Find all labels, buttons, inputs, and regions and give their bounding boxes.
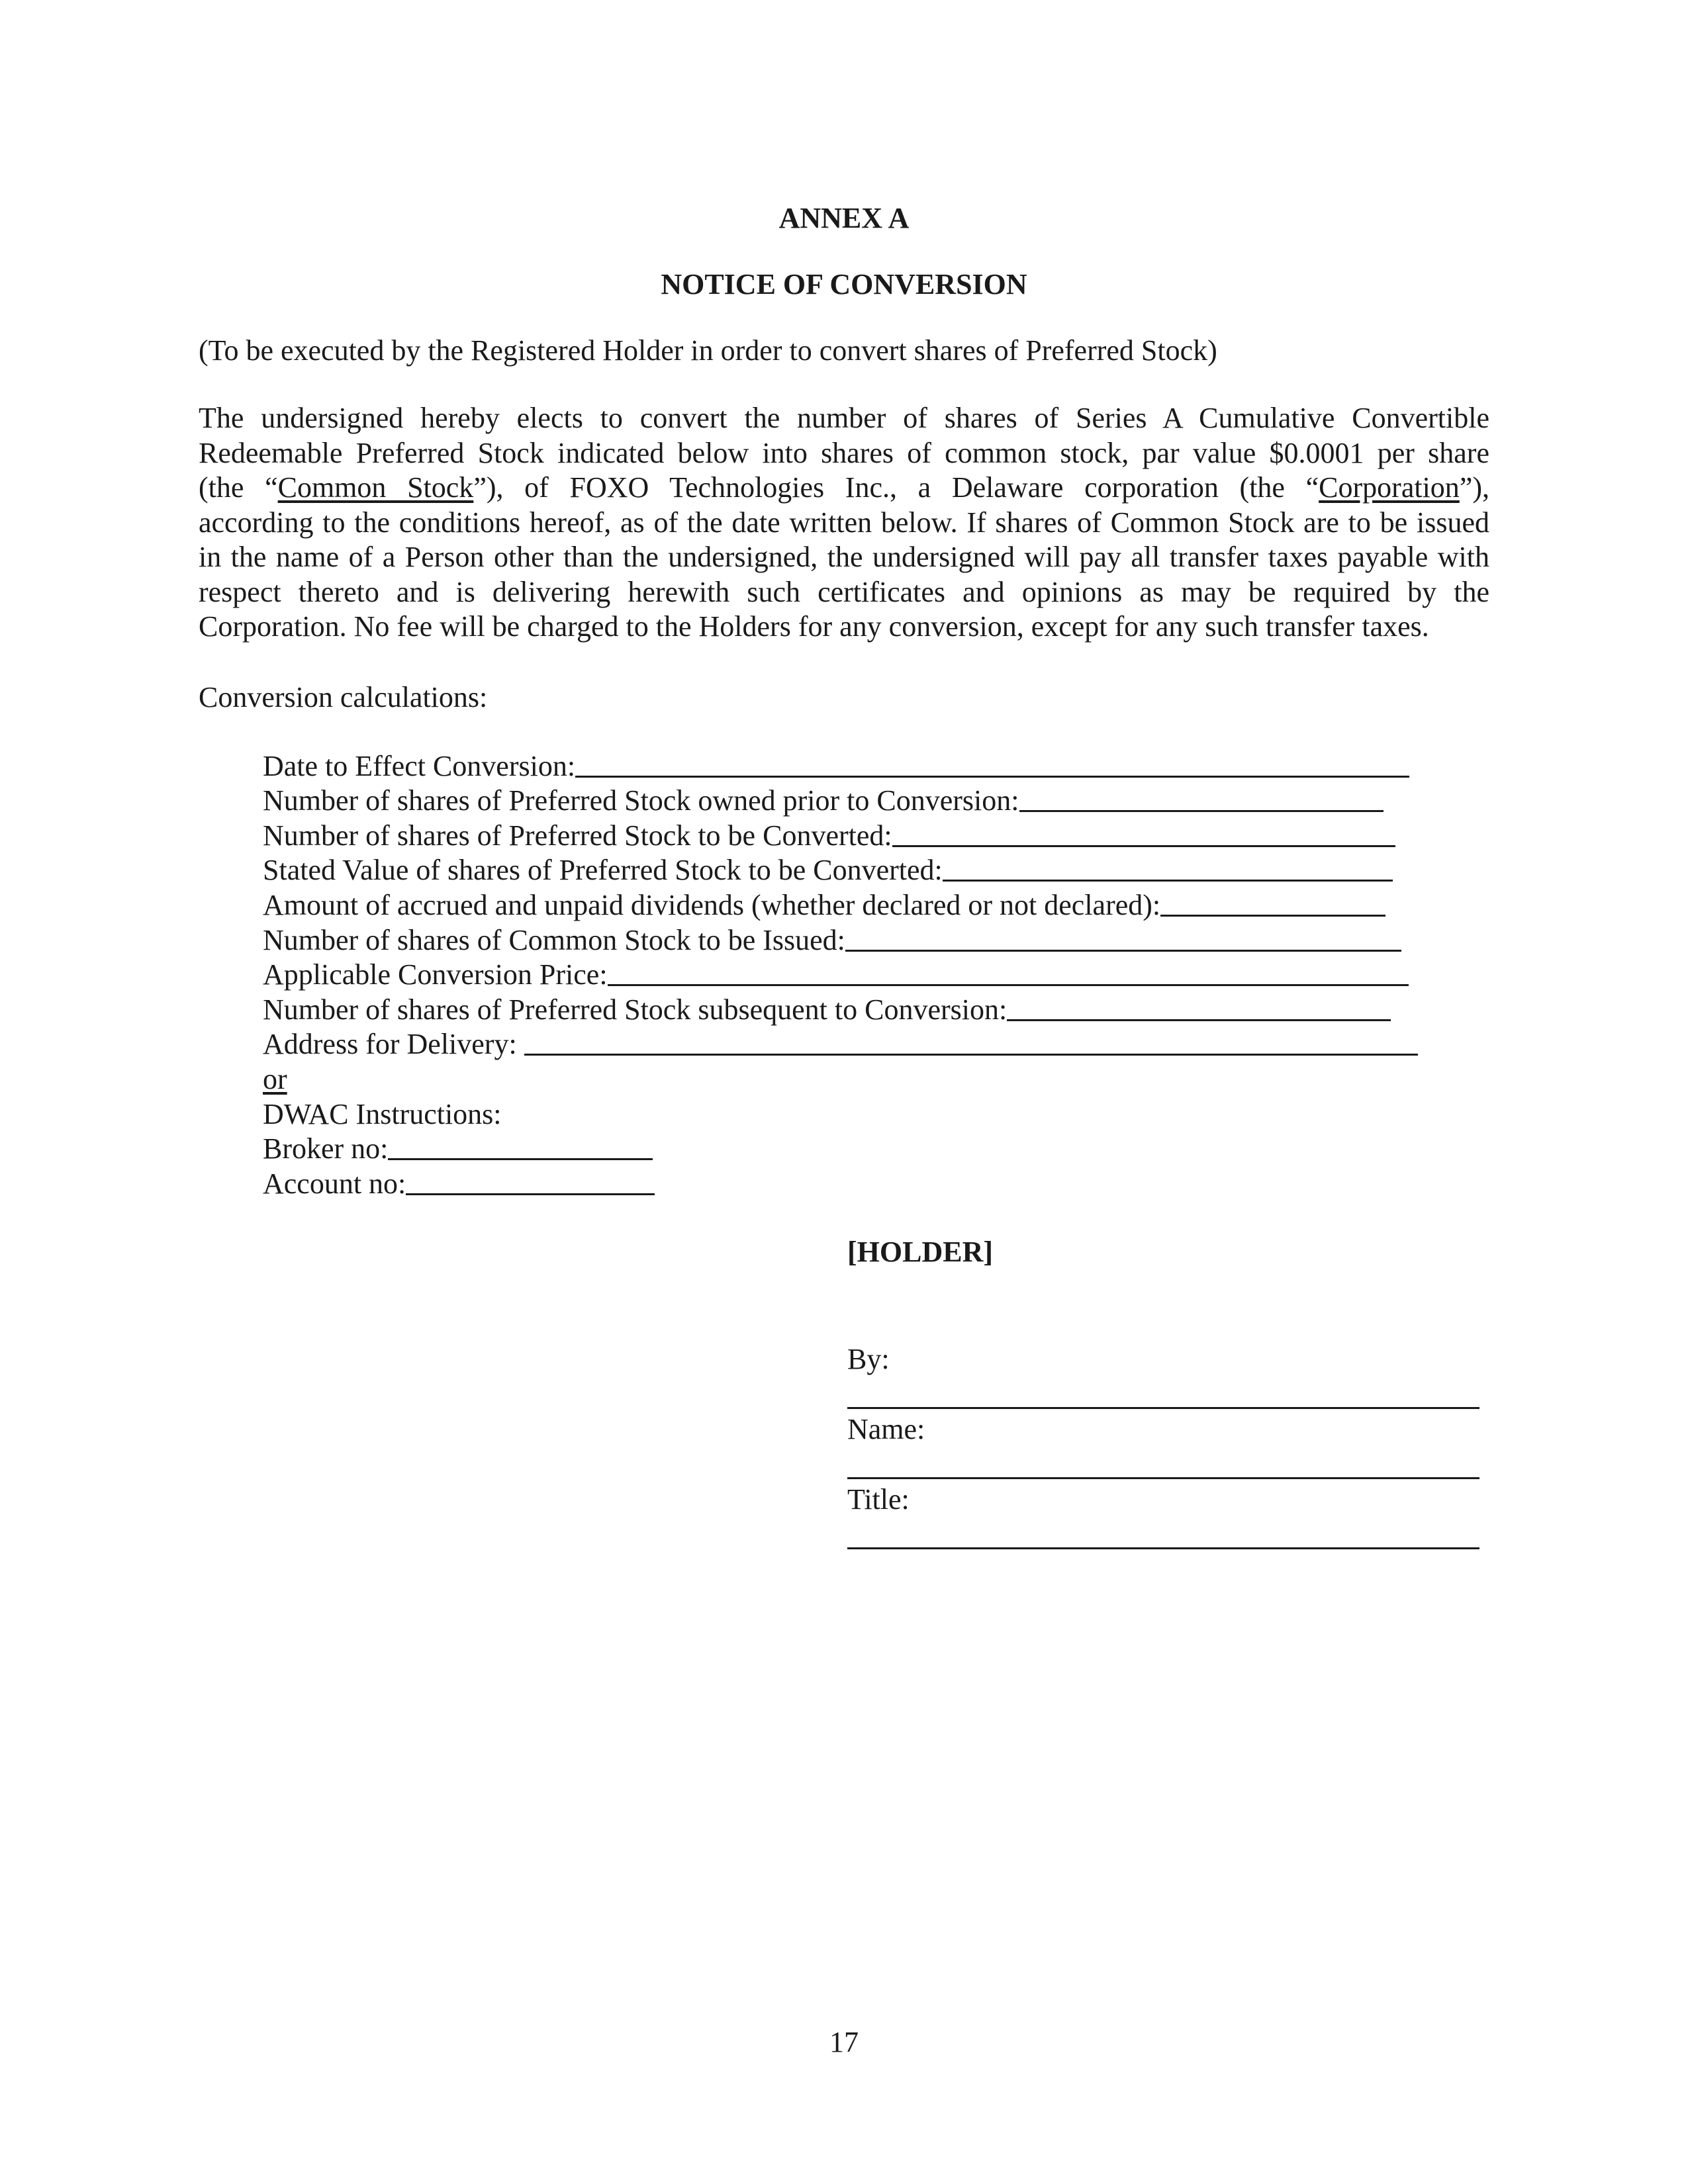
dwac-row: [263, 1096, 1418, 1131]
name-signature-line[interactable]: [847, 1477, 1479, 1479]
shares-subsequent-blank[interactable]: [1007, 994, 1391, 1021]
conversion-price-blank[interactable]: [608, 959, 1409, 986]
title-label: Title:: [847, 1483, 910, 1516]
common-to-issue-label: Number of shares of Common Stock to be Issued:: [263, 923, 845, 956]
paragraph-line: Redeemable Preferred Stock indicated below into shares of common stock, par value $0.0001 per share: [199, 436, 1489, 469]
address-row: [263, 1026, 1418, 1062]
paragraph-line: in the name of a Person other than the undersigned, the undersigned will pay all transfer taxes payable with: [199, 541, 1489, 573]
shares-subsequent-label: Number of shares of Preferred Stock subsequent to Conversion:: [263, 993, 1008, 1026]
election-paragraph: [199, 401, 1489, 645]
account-label: Account no:: [263, 1167, 406, 1200]
broker-blank[interactable]: [388, 1133, 653, 1160]
shares-subsequent-row: [263, 991, 1418, 1026]
common-to-issue-blank[interactable]: [845, 925, 1401, 952]
paragraph-fragment: (the “: [199, 471, 278, 504]
shares-to-convert-label: Number of shares of Preferred Stock to be Converted:: [263, 819, 892, 852]
or-row: [263, 1061, 1418, 1096]
common-to-issue-row: [263, 922, 1418, 957]
paragraph-line: according to the conditions hereof, as of the date written below. If shares of Common Stock are to be issued: [199, 506, 1489, 539]
execution-instruction: (To be executed by the Registered Holder in order to convert shares of Preferred Stock): [199, 334, 1217, 367]
or-separator: or: [263, 1062, 287, 1095]
date-to-effect-label: Date to Effect Conversion:: [263, 749, 576, 782]
stated-value-row: [263, 852, 1418, 887]
annex-title: ANNEX A: [778, 202, 910, 234]
by-signature-line[interactable]: [847, 1407, 1479, 1409]
page-number: 17: [829, 2026, 859, 2058]
conversion-price-label: Applicable Conversion Price:: [263, 958, 608, 991]
conversion-fields: [263, 748, 1418, 1201]
name-label: Name:: [847, 1413, 925, 1445]
shares-owned-prior-label: Number of shares of Preferred Stock owned prior to Conversion:: [263, 784, 1019, 817]
account-row: [263, 1165, 1418, 1201]
shares-owned-prior-blank[interactable]: [1019, 785, 1383, 812]
title-signature-line[interactable]: [847, 1547, 1479, 1549]
accrued-dividends-label: Amount of accrued and unpaid dividends (whether declared or not declared):: [263, 888, 1161, 921]
by-label: By:: [847, 1343, 890, 1375]
broker-label: Broker no:: [263, 1132, 389, 1165]
conversion-price-row: [263, 957, 1418, 992]
dwac-label: DWAC Instructions:: [263, 1097, 502, 1130]
defined-term-common-stock: Common Stock: [277, 471, 474, 504]
paragraph-line: The undersigned hereby elects to convert the number of shares of Series A Cumulative Convertible: [199, 402, 1489, 434]
notice-title: NOTICE OF CONVERSION: [661, 268, 1027, 300]
stated-value-blank[interactable]: [943, 854, 1393, 882]
accrued-dividends-blank[interactable]: [1160, 889, 1385, 917]
account-blank[interactable]: [406, 1168, 655, 1195]
address-label: Address for Delivery:: [263, 1028, 524, 1061]
broker-row: [263, 1131, 1418, 1166]
shares-to-convert-blank[interactable]: [892, 820, 1395, 847]
defined-term-corporation: Corporation: [1319, 471, 1460, 504]
stated-value-label: Stated Value of shares of Preferred Stock to be Converted:: [263, 854, 943, 887]
paragraph-fragment: ”),: [1459, 471, 1489, 504]
date-to-effect-blank[interactable]: [575, 751, 1409, 778]
paragraph-line: respect thereto and is delivering herewith such certificates and opinions as may be required by the: [199, 575, 1489, 608]
address-blank[interactable]: [524, 1028, 1418, 1056]
conversion-calculations-heading: Conversion calculations:: [199, 681, 488, 713]
accrued-dividends-row: [263, 887, 1418, 922]
paragraph-fragment: ”), of FOXO Technologies Inc., a Delaware corporation (the “: [473, 471, 1319, 504]
paragraph-line: Corporation. No fee will be charged to the Holders for any conversion, except for any such transfer taxes.: [199, 610, 1429, 643]
shares-owned-prior-row: [263, 783, 1418, 818]
shares-to-convert-row: [263, 817, 1418, 852]
holder-title: [HOLDER]: [847, 1236, 993, 1268]
holder-block: [847, 1235, 993, 1269]
date-to-effect-row: [263, 748, 1418, 783]
paragraph-line: [199, 471, 1489, 506]
